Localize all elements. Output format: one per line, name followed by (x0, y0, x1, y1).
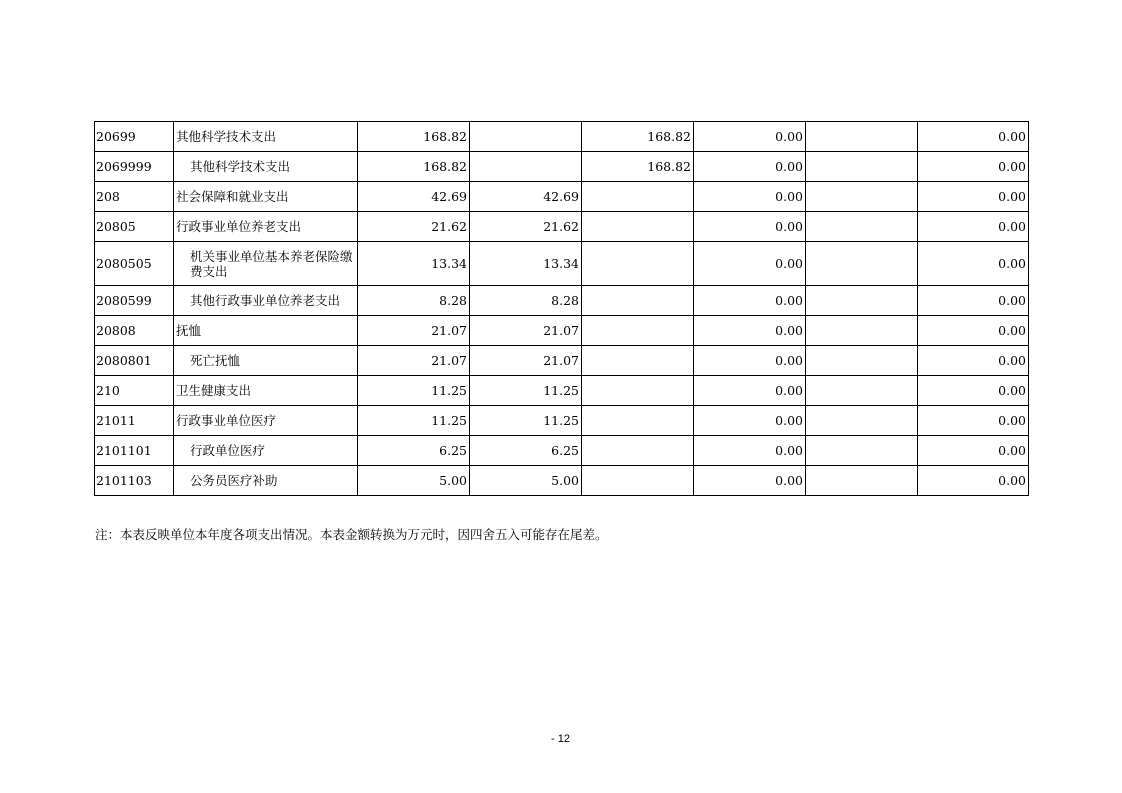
row-project (582, 466, 694, 496)
row-name: 行政单位医疗 (174, 436, 358, 466)
row-total: 5.00 (358, 466, 470, 496)
row-basic: 11.25 (470, 406, 582, 436)
row-total: 42.69 (358, 182, 470, 212)
row-col4: 0.00 (694, 152, 806, 182)
row-col6: 0.00 (918, 466, 1029, 496)
row-project (582, 436, 694, 466)
expense-table (94, 121, 1029, 496)
table-row (95, 466, 1029, 496)
row-basic: 21.07 (470, 346, 582, 376)
row-name: 行政事业单位养老支出 (174, 212, 358, 242)
row-col6: 0.00 (918, 346, 1029, 376)
table-row (95, 182, 1029, 212)
row-code: 2080599 (95, 286, 174, 316)
row-name: 机关事业单位基本养老保险缴费支出 (174, 242, 358, 286)
row-code: 208 (95, 182, 174, 212)
row-project (582, 212, 694, 242)
row-name: 公务员医疗补助 (174, 466, 358, 496)
row-total: 168.82 (358, 152, 470, 182)
row-col5 (806, 212, 918, 242)
row-col5 (806, 286, 918, 316)
row-total: 11.25 (358, 406, 470, 436)
table-row (95, 376, 1029, 406)
row-project (582, 182, 694, 212)
row-name: 其他科学技术支出 (174, 122, 358, 152)
row-total: 21.07 (358, 316, 470, 346)
row-col6: 0.00 (918, 406, 1029, 436)
table-row (95, 406, 1029, 436)
row-name: 卫生健康支出 (174, 376, 358, 406)
row-col4: 0.00 (694, 406, 806, 436)
row-total: 8.28 (358, 286, 470, 316)
row-name: 社会保障和就业支出 (174, 182, 358, 212)
row-project (582, 316, 694, 346)
row-col6: 0.00 (918, 376, 1029, 406)
row-col5 (806, 242, 918, 286)
row-code: 20805 (95, 212, 174, 242)
table-row (95, 286, 1029, 316)
table-row (95, 346, 1029, 376)
table-row (95, 212, 1029, 242)
row-basic: 21.62 (470, 212, 582, 242)
table-row (95, 122, 1029, 152)
row-basic: 21.07 (470, 316, 582, 346)
table-row (95, 242, 1029, 286)
row-code: 2080801 (95, 346, 174, 376)
table-row (95, 152, 1029, 182)
row-col5 (806, 316, 918, 346)
table-row (95, 316, 1029, 346)
row-total: 13.34 (358, 242, 470, 286)
row-col5 (806, 406, 918, 436)
row-col4: 0.00 (694, 466, 806, 496)
row-col4: 0.00 (694, 316, 806, 346)
row-col4: 0.00 (694, 212, 806, 242)
row-project: 168.82 (582, 152, 694, 182)
row-name: 其他行政事业单位养老支出 (174, 286, 358, 316)
row-basic: 11.25 (470, 376, 582, 406)
table-row (95, 436, 1029, 466)
row-project (582, 286, 694, 316)
row-basic (470, 122, 582, 152)
row-project (582, 242, 694, 286)
row-col6: 0.00 (918, 212, 1029, 242)
row-name: 死亡抚恤 (174, 346, 358, 376)
row-col5 (806, 346, 918, 376)
row-col4: 0.00 (694, 286, 806, 316)
row-total: 168.82 (358, 122, 470, 152)
footnote: 注：本表反映单位本年度各项支出情况。本表金额转换为万元时，因四舍五入可能存在尾差。 (95, 527, 608, 542)
row-basic (470, 152, 582, 182)
row-total: 6.25 (358, 436, 470, 466)
row-col6: 0.00 (918, 182, 1029, 212)
row-col5 (806, 466, 918, 496)
row-col4: 0.00 (694, 346, 806, 376)
row-code: 2069999 (95, 152, 174, 182)
row-col5 (806, 152, 918, 182)
row-name: 抚恤 (174, 316, 358, 346)
row-code: 20699 (95, 122, 174, 152)
row-total: 11.25 (358, 376, 470, 406)
row-col5 (806, 122, 918, 152)
row-col4: 0.00 (694, 436, 806, 466)
row-name: 行政事业单位医疗 (174, 406, 358, 436)
row-col5 (806, 376, 918, 406)
row-basic: 5.00 (470, 466, 582, 496)
page-number: - 12 (551, 733, 570, 745)
row-project (582, 346, 694, 376)
row-code: 2101103 (95, 466, 174, 496)
row-code: 20808 (95, 316, 174, 346)
row-project (582, 376, 694, 406)
row-col5 (806, 182, 918, 212)
row-col4: 0.00 (694, 122, 806, 152)
row-col4: 0.00 (694, 376, 806, 406)
row-total: 21.62 (358, 212, 470, 242)
row-col4: 0.00 (694, 242, 806, 286)
row-basic: 6.25 (470, 436, 582, 466)
row-code: 2101101 (95, 436, 174, 466)
row-col6: 0.00 (918, 316, 1029, 346)
row-code: 2080505 (95, 242, 174, 286)
row-col6: 0.00 (918, 122, 1029, 152)
row-total: 21.07 (358, 346, 470, 376)
row-code: 210 (95, 376, 174, 406)
row-col5 (806, 436, 918, 466)
row-name: 其他科学技术支出 (174, 152, 358, 182)
row-basic: 13.34 (470, 242, 582, 286)
row-code: 21011 (95, 406, 174, 436)
row-basic: 42.69 (470, 182, 582, 212)
row-project (582, 406, 694, 436)
row-col6: 0.00 (918, 242, 1029, 286)
row-col6: 0.00 (918, 152, 1029, 182)
row-col4: 0.00 (694, 182, 806, 212)
row-col6: 0.00 (918, 436, 1029, 466)
row-project: 168.82 (582, 122, 694, 152)
table-body (95, 122, 1029, 496)
row-basic: 8.28 (470, 286, 582, 316)
row-col6: 0.00 (918, 286, 1029, 316)
